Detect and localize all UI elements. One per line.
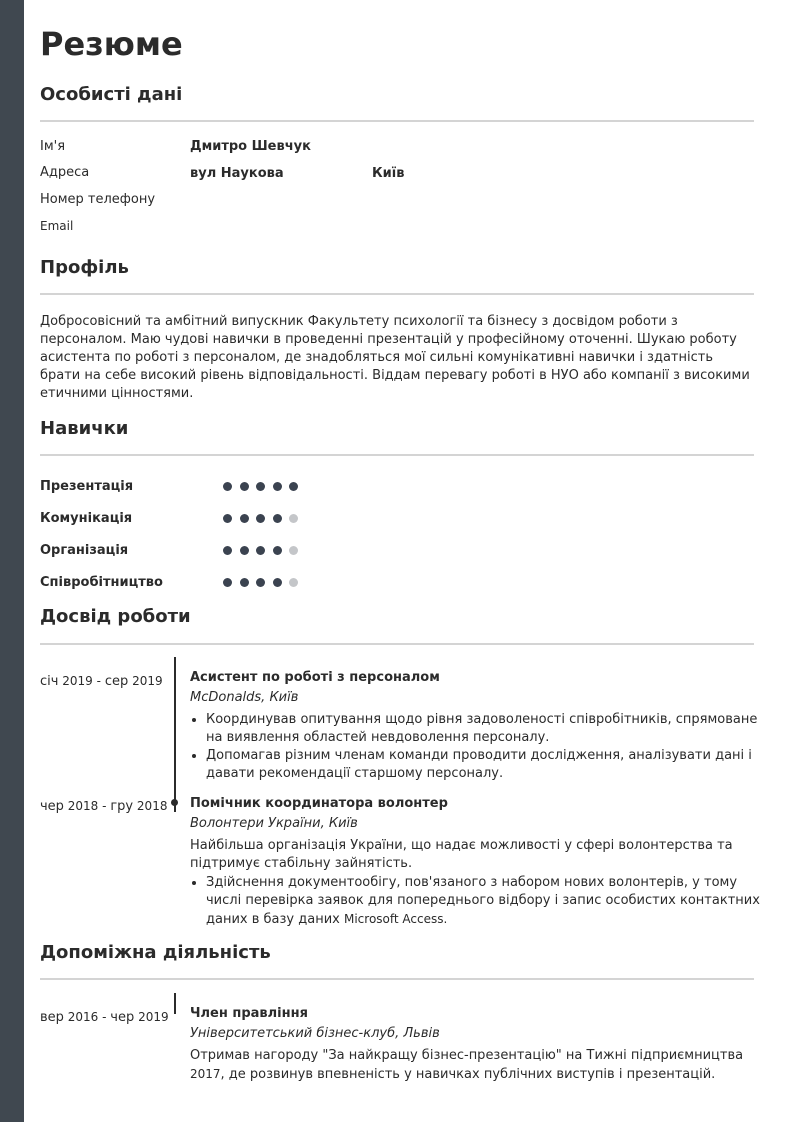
- activity-place: Університетський бізнес-клуб, Львів: [190, 1026, 440, 1041]
- rating-dot-filled: [223, 514, 232, 523]
- skills-heading: Навички: [40, 418, 129, 439]
- job-place: Волонтери України, Київ: [190, 816, 358, 831]
- date-start-month: січ: [40, 674, 59, 689]
- divider: [40, 120, 754, 122]
- rating-dot-filled: [256, 514, 265, 523]
- company-city: Київ: [328, 816, 358, 831]
- job-title: Помічник координатора волонтер: [190, 796, 448, 811]
- address-label: Адреса: [40, 165, 90, 180]
- divider: [40, 643, 754, 645]
- org-name: Університетський бізнес-клуб: [190, 1026, 396, 1041]
- skill-row: [40, 541, 340, 561]
- rating-dot-filled: [223, 578, 232, 587]
- job-bullet: • Координував опитування щодо рівня задоволеності співробітників, спрямоване на виявлення областей невдоволення персоналу.: [206, 711, 770, 747]
- date-end-month: чер: [110, 1010, 135, 1025]
- skill-name: Комунікація: [40, 511, 133, 526]
- timeline-line: [174, 657, 176, 812]
- activity-date: [40, 1010, 169, 1025]
- date-separator: -: [102, 799, 107, 813]
- company-name: Волонтери України: [190, 816, 321, 831]
- skill-name: Презентація: [40, 479, 134, 494]
- rating-dot-filled: [273, 514, 282, 523]
- rating-dot-empty: [289, 578, 298, 587]
- skill-rating: [223, 546, 306, 556]
- date-start-year: 2016: [67, 1010, 99, 1024]
- job-description: Найбільша організація України, що надає можливості у сфері волонтерства та підтримує стабільну зайнятість.: [190, 838, 733, 871]
- left-accent-bar: [0, 0, 24, 1122]
- activity-text-rest: , де розвинув впевненість у навичках публічних виступів і презентацій.: [220, 1067, 716, 1082]
- job-bullet-text: Здійснення документообігу, пов'язаного з набором нових волонтерів, у тому числі перевірка заявок для попереднього відбору і запис особистих контактних даних в базу даних: [206, 875, 760, 927]
- extra-heading: Допоміжна діяльність: [40, 942, 271, 963]
- job-bullets: [190, 711, 770, 783]
- timeline-dot: [171, 799, 178, 806]
- rating-dot-filled: [273, 546, 282, 555]
- activity-year: 2017: [190, 1067, 221, 1081]
- rating-dot-empty: [289, 514, 298, 523]
- skill-rating: [223, 578, 306, 588]
- divider: [40, 978, 754, 980]
- date-separator: -: [102, 1010, 107, 1024]
- job-title: Асистент по роботі з персоналом: [190, 670, 440, 685]
- job-bullet: • Допомагав різним членам команди проводити дослідження, аналізувати дані і давати рекомендації старшому персоналу.: [206, 747, 770, 783]
- date-start-year: 2019: [62, 674, 93, 688]
- date-end-month: сер: [104, 674, 129, 689]
- profile-text: Добросовісний та амбітний випускник Факультету психології та бізнесу з досвідом роботи з персоналом. Маю чудові навички в проведенні презентацій у професійному оточенні. Шукаю роботу асистента по роботі з персоналом, де знадобляться мої сильні комунікативні навички і здатність брати на себе високий рівень відповідальності. Віддам перевагу роботі в НУО або компанії з високими етичними цінностями.: [40, 314, 750, 401]
- skill-name: Співробітництво: [40, 575, 163, 590]
- date-start-month: вер: [40, 1010, 64, 1025]
- job-date: [40, 674, 163, 689]
- skill-row: [40, 477, 340, 497]
- activity-text: Отримав нагороду "За найкращу бізнес-презентацію" на Тижні підприємництва: [190, 1048, 744, 1063]
- date-end-month: гру: [110, 799, 134, 814]
- skill-rating: [223, 482, 306, 492]
- page-title: Резюме: [40, 25, 183, 63]
- rating-dot-filled: [240, 514, 249, 523]
- name-value: Дмитро Шевчук: [190, 139, 311, 154]
- company-city: Київ: [269, 690, 299, 705]
- date-end-year: 2019: [132, 674, 163, 688]
- rating-dot-filled: [289, 482, 298, 491]
- date-end-year: 2018: [136, 799, 168, 813]
- email-label: Email: [40, 219, 74, 233]
- personal-heading: Особисті дані: [40, 84, 183, 105]
- date-separator: -: [96, 674, 101, 688]
- activity-title: Член правління: [190, 1006, 308, 1021]
- rating-dot-filled: [256, 546, 265, 555]
- rating-dot-filled: [240, 482, 249, 491]
- job-bullet: [206, 874, 770, 929]
- name-label: Ім'я: [40, 139, 66, 154]
- experience-heading: Досвід роботи: [40, 606, 191, 627]
- rating-dot-filled: [273, 578, 282, 587]
- profile-heading: Профіль: [40, 257, 129, 278]
- skill-row: [40, 573, 340, 593]
- rating-dot-filled: [273, 482, 282, 491]
- rating-dot-filled: [240, 546, 249, 555]
- activity-description: [190, 1047, 754, 1084]
- address-city: Київ: [372, 166, 405, 181]
- date-start-year: 2018: [67, 799, 99, 813]
- rating-dot-filled: [256, 482, 265, 491]
- date-start-month: чер: [40, 799, 64, 814]
- org-city: Львів: [403, 1026, 440, 1041]
- job-bullet-software: Microsoft Access.: [343, 912, 448, 926]
- job-place: McDonalds, Київ: [190, 690, 299, 705]
- address-street: вул Наукова: [190, 166, 284, 181]
- phone-label: Номер телефону: [40, 192, 156, 207]
- date-end-year: 2019: [138, 1010, 169, 1024]
- rating-dot-filled: [256, 578, 265, 587]
- rating-dot-filled: [240, 578, 249, 587]
- timeline-line: [174, 993, 176, 1014]
- job-bullets: [190, 874, 770, 929]
- skill-name: Організація: [40, 543, 129, 558]
- rating-dot-filled: [223, 546, 232, 555]
- divider: [40, 454, 754, 456]
- divider: [40, 293, 754, 295]
- skill-row: [40, 509, 340, 529]
- rating-dot-filled: [223, 482, 232, 491]
- company-name: McDonalds: [190, 690, 262, 705]
- skill-rating: [223, 514, 306, 524]
- job-date: [40, 799, 167, 814]
- rating-dot-empty: [289, 546, 298, 555]
